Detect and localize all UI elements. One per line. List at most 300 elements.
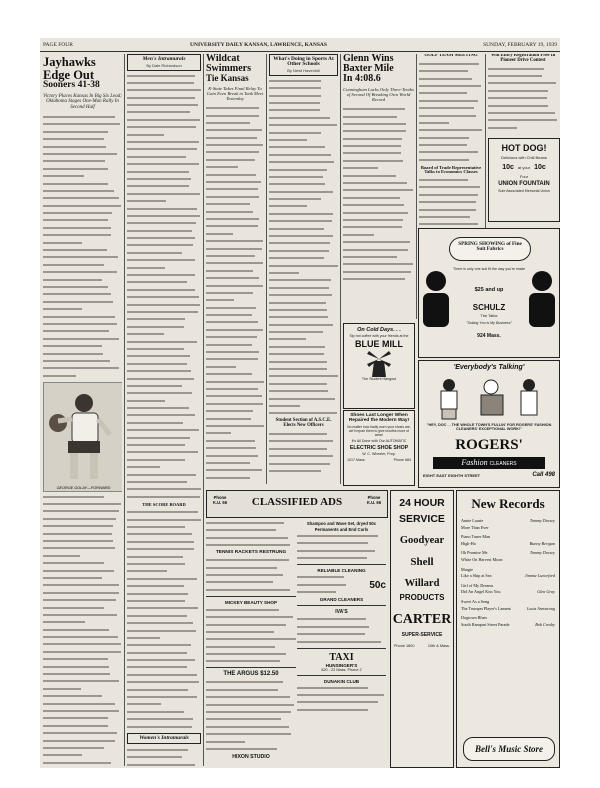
wildcat-headline-2: Swimmers bbox=[206, 63, 251, 74]
text-line bbox=[206, 460, 264, 466]
shampoo-ad: Shampoo and Wave Set, dryed 50c bbox=[306, 521, 377, 526]
text-line bbox=[297, 548, 386, 554]
text-line bbox=[343, 224, 414, 230]
record-item bbox=[461, 573, 555, 580]
text-line bbox=[269, 270, 338, 276]
text-line bbox=[43, 634, 122, 640]
blue-mill-ad bbox=[343, 323, 415, 409]
text-line bbox=[297, 639, 386, 645]
ad-divider bbox=[297, 675, 386, 676]
text-line bbox=[269, 292, 338, 298]
text-line bbox=[43, 188, 122, 194]
classified-title: CLASSIFIED ADS bbox=[251, 496, 343, 508]
text-line bbox=[343, 136, 414, 142]
text-line bbox=[206, 275, 264, 281]
text-line bbox=[206, 694, 296, 700]
text-line bbox=[269, 100, 338, 106]
text-line bbox=[269, 152, 338, 158]
text-line bbox=[43, 299, 122, 305]
text-line bbox=[127, 376, 201, 382]
text-line bbox=[206, 305, 264, 311]
text-line bbox=[43, 343, 122, 349]
text-line bbox=[43, 336, 122, 342]
text-line bbox=[43, 708, 122, 714]
text-line bbox=[127, 235, 201, 241]
text-line bbox=[43, 686, 122, 692]
carter-service-ad bbox=[390, 490, 454, 768]
cartoon-people-icon bbox=[435, 377, 543, 421]
shoe-shop-name: ELECTRIC SHOE SHOP bbox=[349, 445, 409, 451]
text-line bbox=[127, 346, 201, 352]
masthead-rule bbox=[40, 51, 560, 52]
text-line bbox=[269, 159, 338, 165]
text-line bbox=[269, 314, 338, 320]
text-line bbox=[343, 114, 414, 120]
text-line bbox=[206, 572, 296, 578]
text-line bbox=[269, 381, 338, 387]
text-line bbox=[206, 312, 264, 318]
text-line bbox=[127, 591, 201, 597]
wildcat-deck: K-State Takes Final Relay To Gain Even Break in Tank Meet Yesterday bbox=[206, 86, 264, 102]
rogers-caption: "HEY, DOC . . THE WHOLE TOWN'S FULLIN' FOR ROGERS' FASHION CLEANERS' EXCEPTIONAL WORK!" bbox=[426, 423, 552, 431]
text-line bbox=[343, 150, 414, 156]
text-line bbox=[43, 641, 122, 647]
text-line bbox=[43, 531, 122, 537]
text-line bbox=[127, 701, 201, 707]
asce-headline: Student Section of A.S.C.E. Elects New Officers bbox=[275, 418, 332, 429]
blue-mill-sub: Sip hot coffee with your friends at the bbox=[349, 334, 409, 338]
text-line bbox=[269, 468, 338, 474]
jayhawks-deck: Victory Places Kansas In Big Six Lead; Oklahoma Stages One-Man Rally In Second Half bbox=[43, 93, 122, 110]
service-contact bbox=[391, 638, 453, 648]
text-line bbox=[127, 442, 201, 448]
text-line bbox=[343, 128, 414, 134]
grand-cleaners-ad: GRAND CLEANERS bbox=[319, 597, 364, 603]
ad-divider bbox=[297, 648, 386, 649]
text-line bbox=[43, 730, 122, 736]
text-line bbox=[343, 247, 414, 253]
classified-phone-left: Phone K.U. 66 bbox=[212, 495, 228, 505]
ivas-ad: IVA'S bbox=[335, 609, 348, 616]
text-line bbox=[127, 716, 201, 722]
text-line bbox=[43, 671, 122, 677]
text-line bbox=[127, 80, 201, 86]
record-item bbox=[461, 541, 555, 548]
glenn-article bbox=[343, 54, 414, 319]
text-line bbox=[269, 373, 338, 379]
text-line bbox=[269, 130, 338, 136]
text-line bbox=[43, 195, 122, 201]
text-line bbox=[127, 635, 201, 641]
text-line bbox=[343, 195, 414, 201]
shoe-shop-phone: Phone 684 bbox=[393, 458, 411, 462]
text-line bbox=[127, 657, 201, 663]
text-line bbox=[269, 248, 338, 254]
golf-headline: GOLF TEAM MEETING bbox=[424, 54, 478, 58]
text-line bbox=[206, 216, 264, 222]
text-line bbox=[269, 85, 338, 91]
records-list bbox=[457, 518, 559, 628]
text-line bbox=[127, 709, 201, 715]
record-song: Like a Ship at Sea bbox=[461, 573, 492, 579]
text-line bbox=[127, 279, 201, 285]
text-line bbox=[206, 209, 264, 215]
record-artist: Tommy Dorsey bbox=[529, 518, 555, 523]
record-song: More Than Ever bbox=[461, 524, 489, 530]
ad-text-block bbox=[297, 685, 386, 713]
text-line bbox=[43, 656, 122, 662]
text-line bbox=[269, 403, 338, 409]
text-line bbox=[43, 373, 122, 379]
text-line bbox=[127, 250, 201, 256]
record-artist: Jimmie Lunceford bbox=[524, 573, 555, 579]
text-line bbox=[127, 561, 201, 567]
text-line bbox=[206, 283, 264, 289]
text-line bbox=[206, 557, 296, 563]
paper-title: UNIVERSITY DAILY KANSAN, LAWRENCE, KANSAS bbox=[190, 42, 327, 48]
text-line bbox=[127, 102, 201, 108]
text-line bbox=[127, 161, 201, 167]
blue-mill-name: BLUE MILL bbox=[355, 339, 403, 349]
text-line bbox=[127, 294, 201, 300]
ad-divider bbox=[297, 564, 386, 565]
spring-heading-banner bbox=[449, 237, 531, 261]
man-silhouette-icon bbox=[421, 269, 451, 329]
rogers-fashion-banner bbox=[433, 457, 545, 469]
text-line bbox=[127, 146, 201, 152]
text-line bbox=[419, 68, 483, 74]
womens-intramurals-title: Women's Intramurals bbox=[139, 734, 189, 741]
article-text-block bbox=[127, 747, 201, 766]
win-entry-headline: Win Entry Registration Free In Pioneer Drive Contest bbox=[490, 54, 556, 63]
text-line bbox=[43, 568, 122, 574]
ad-text-block bbox=[297, 574, 347, 596]
text-line bbox=[206, 467, 264, 473]
shoes-heading: Shoes Last Longer When Repaired the Modern Way! bbox=[348, 413, 410, 423]
text-line bbox=[206, 319, 264, 325]
ad-text-block bbox=[206, 607, 296, 665]
article-text-block bbox=[43, 494, 122, 766]
classified-column-left bbox=[206, 520, 296, 766]
text-line bbox=[127, 412, 201, 418]
text-line bbox=[127, 762, 201, 766]
intramurals-header bbox=[127, 54, 201, 71]
text-line bbox=[127, 117, 201, 123]
rogers-call: Call 498 bbox=[532, 472, 555, 478]
text-line bbox=[419, 105, 483, 111]
text-line bbox=[127, 139, 201, 145]
text-line bbox=[488, 117, 558, 123]
text-line bbox=[206, 223, 264, 229]
record-artist: Bob Crosby bbox=[535, 621, 555, 627]
records-title: New Records bbox=[471, 496, 545, 511]
text-line bbox=[297, 589, 347, 595]
text-line bbox=[269, 196, 338, 202]
text-line bbox=[43, 745, 122, 751]
article-text-block bbox=[343, 106, 414, 282]
text-line bbox=[43, 494, 122, 500]
text-line bbox=[419, 76, 483, 82]
text-line bbox=[127, 554, 201, 560]
text-line bbox=[43, 291, 122, 297]
text-line bbox=[269, 233, 338, 239]
shoes-sub: No matter how badly worn your shoes are, we'll repair them to give months more of wear! bbox=[347, 425, 411, 437]
text-line bbox=[43, 538, 122, 544]
service-line-8: SUPER-SERVICE bbox=[401, 632, 443, 638]
text-line bbox=[206, 113, 264, 119]
text-line bbox=[127, 398, 201, 404]
schulz-trade: The Tailor bbox=[480, 313, 498, 318]
text-line bbox=[43, 121, 122, 127]
text-line bbox=[43, 516, 122, 522]
permanent-ad: Permanents and End Curls bbox=[314, 527, 369, 532]
text-line bbox=[127, 494, 201, 500]
reliable-price-row bbox=[297, 574, 386, 596]
man-silhouette-icon bbox=[527, 269, 557, 329]
text-line bbox=[43, 715, 122, 721]
text-line bbox=[206, 186, 264, 192]
text-line bbox=[206, 430, 264, 436]
text-line bbox=[269, 203, 338, 209]
text-line bbox=[43, 240, 122, 246]
bells-music-store: Bell's Music Store bbox=[474, 744, 543, 754]
text-line bbox=[297, 574, 347, 580]
dunakin-ad: DUNAKIN CLUB bbox=[323, 678, 360, 684]
shoe-shop-contact bbox=[344, 456, 414, 462]
hot-dog-line-2: Four bbox=[519, 174, 529, 179]
text-line bbox=[269, 115, 338, 121]
column-divider bbox=[203, 54, 204, 766]
text-line bbox=[419, 61, 483, 67]
hot-dog-heading: HOT DOG! bbox=[501, 143, 547, 153]
text-line bbox=[419, 142, 483, 148]
text-line bbox=[419, 214, 483, 220]
ad-text-block bbox=[297, 533, 386, 561]
text-line bbox=[343, 217, 414, 223]
text-line bbox=[269, 351, 338, 357]
text-line bbox=[206, 482, 264, 484]
tennis-ad: TENNIS RACKETS RESTRUNG bbox=[215, 550, 287, 556]
text-line bbox=[43, 262, 122, 268]
text-line bbox=[127, 213, 201, 219]
rogers-address: EIGHT EAST EIGHTH STREET bbox=[423, 472, 481, 478]
text-line bbox=[297, 616, 386, 622]
text-line bbox=[419, 113, 483, 119]
text-line bbox=[206, 364, 264, 370]
text-line bbox=[43, 723, 122, 729]
text-line bbox=[269, 438, 338, 444]
intramurals-byline: By Dale Richardson bbox=[146, 62, 182, 68]
glenn-deck: Cunningham Lacks Only Three-Tenths of Second Of Breaking Own World Record bbox=[343, 87, 414, 103]
schulz-slogan: "Suiting You is My Business" bbox=[466, 321, 512, 325]
text-line bbox=[127, 316, 201, 322]
shoe-shop-address: 1017 Mass. bbox=[347, 458, 366, 462]
spring-body: There is only one suit fit the way you're made bbox=[453, 267, 525, 271]
text-line bbox=[269, 93, 338, 99]
service-line-7: CARTER bbox=[392, 612, 452, 627]
column-divider bbox=[416, 54, 417, 319]
text-line bbox=[206, 238, 264, 244]
blue-mill-footer: The Student Hangout bbox=[361, 377, 397, 381]
text-line bbox=[488, 80, 558, 86]
text-line bbox=[127, 383, 201, 389]
text-line bbox=[127, 257, 201, 263]
text-line bbox=[297, 533, 386, 539]
text-line bbox=[269, 396, 338, 402]
text-line bbox=[206, 268, 264, 274]
text-line bbox=[127, 509, 201, 515]
text-line bbox=[206, 475, 264, 481]
text-line bbox=[269, 167, 338, 173]
text-line bbox=[43, 269, 122, 275]
ad-divider bbox=[297, 605, 386, 606]
text-line bbox=[269, 453, 338, 459]
text-line bbox=[43, 760, 122, 766]
text-line bbox=[127, 464, 201, 470]
text-line bbox=[206, 379, 264, 385]
whats-doing-article bbox=[269, 54, 338, 484]
text-line bbox=[43, 247, 122, 253]
record-artist: Glen Gray bbox=[537, 589, 555, 595]
record-artist: Louis Armstrong bbox=[526, 605, 555, 611]
hot-dog-ad bbox=[488, 138, 560, 222]
price-right: 10c bbox=[534, 164, 546, 171]
text-line bbox=[269, 122, 338, 128]
text-line bbox=[127, 613, 201, 619]
text-line bbox=[127, 724, 201, 730]
column-divider bbox=[340, 54, 341, 484]
jayhawks-headline-3: Sooners 41-38 bbox=[43, 80, 100, 90]
spring-price: $25 and up bbox=[474, 287, 504, 293]
text-line bbox=[43, 151, 122, 157]
text-line bbox=[269, 336, 338, 342]
text-line bbox=[343, 269, 414, 275]
text-line bbox=[343, 180, 414, 186]
text-line bbox=[127, 568, 201, 574]
text-line bbox=[43, 582, 122, 588]
text-line bbox=[43, 365, 122, 371]
text-line bbox=[43, 701, 122, 707]
text-line bbox=[43, 129, 122, 135]
text-line bbox=[127, 539, 201, 545]
ad-divider bbox=[206, 596, 296, 597]
article-text-block bbox=[488, 66, 558, 131]
text-line bbox=[297, 555, 386, 561]
text-line bbox=[43, 508, 122, 514]
union-fountain-name: UNION FOUNTAIN bbox=[498, 181, 550, 187]
text-line bbox=[488, 110, 558, 116]
hixon-ad: HIXON STUDIO bbox=[232, 753, 270, 760]
text-line bbox=[343, 158, 414, 164]
schulz-address: 924 Mass. bbox=[477, 333, 501, 339]
text-line bbox=[343, 232, 414, 238]
text-line bbox=[127, 620, 201, 626]
text-line bbox=[269, 137, 338, 143]
text-line bbox=[127, 576, 201, 582]
text-line bbox=[297, 540, 386, 546]
text-line bbox=[127, 747, 201, 753]
text-line bbox=[343, 106, 414, 112]
hot-dog-prices bbox=[489, 164, 559, 171]
text-line bbox=[127, 169, 201, 175]
text-line bbox=[206, 120, 264, 126]
text-line bbox=[343, 239, 414, 245]
text-line bbox=[127, 679, 201, 685]
text-line bbox=[343, 210, 414, 216]
text-line bbox=[43, 752, 122, 758]
wildcat-headline-1: Wildcat bbox=[206, 54, 240, 64]
text-line bbox=[206, 587, 296, 593]
text-line bbox=[43, 136, 122, 142]
text-line bbox=[206, 579, 296, 585]
text-line bbox=[488, 103, 558, 109]
text-line bbox=[269, 144, 338, 150]
text-line bbox=[127, 191, 201, 197]
text-line bbox=[269, 307, 338, 313]
text-line bbox=[419, 184, 483, 190]
record-item bbox=[461, 615, 555, 622]
ad-text-block bbox=[206, 520, 296, 548]
text-line bbox=[206, 709, 296, 715]
text-line bbox=[206, 644, 296, 650]
text-line bbox=[43, 284, 122, 290]
article-text-block bbox=[269, 78, 338, 417]
whats-doing-byline: By Newt Havenhill bbox=[287, 67, 320, 73]
classified-phone-right: Phone K.U. 66 bbox=[366, 495, 382, 505]
text-line bbox=[127, 420, 201, 426]
record-artist: Tommy Dorsey bbox=[529, 550, 555, 556]
taxi-ad: TAXI bbox=[329, 651, 354, 663]
text-line bbox=[343, 121, 414, 127]
text-line bbox=[206, 349, 264, 355]
text-line bbox=[206, 194, 264, 200]
text-line bbox=[127, 324, 201, 330]
rogers-script: Fashion bbox=[461, 458, 488, 467]
text-line bbox=[127, 132, 201, 138]
text-line bbox=[269, 322, 338, 328]
text-line bbox=[127, 405, 201, 411]
text-line bbox=[269, 189, 338, 195]
text-line bbox=[43, 523, 122, 529]
photo-caption: GEORGE GOLAY—FORWARD bbox=[56, 485, 111, 490]
whats-doing-header bbox=[269, 54, 338, 76]
text-line bbox=[488, 88, 558, 94]
text-line bbox=[127, 339, 201, 345]
text-line bbox=[297, 707, 386, 713]
text-line bbox=[127, 479, 201, 485]
text-line bbox=[43, 217, 122, 223]
text-line bbox=[206, 201, 264, 207]
text-line bbox=[127, 302, 201, 308]
text-line bbox=[43, 166, 122, 172]
text-line bbox=[127, 628, 201, 634]
text-line bbox=[127, 309, 201, 315]
text-line bbox=[206, 716, 296, 722]
record-item bbox=[461, 525, 555, 532]
text-line bbox=[43, 553, 122, 559]
page-number: PAGE FOUR bbox=[43, 42, 73, 48]
text-line bbox=[127, 183, 201, 189]
text-line bbox=[269, 211, 338, 217]
text-line bbox=[297, 582, 347, 588]
record-artist: Bunny Berigan bbox=[529, 540, 555, 546]
text-line bbox=[206, 127, 264, 133]
text-line bbox=[297, 631, 386, 637]
text-line bbox=[297, 624, 386, 630]
text-line bbox=[127, 206, 201, 212]
text-line bbox=[206, 246, 264, 252]
glenn-headline-2: Baxter Mile bbox=[343, 63, 394, 74]
